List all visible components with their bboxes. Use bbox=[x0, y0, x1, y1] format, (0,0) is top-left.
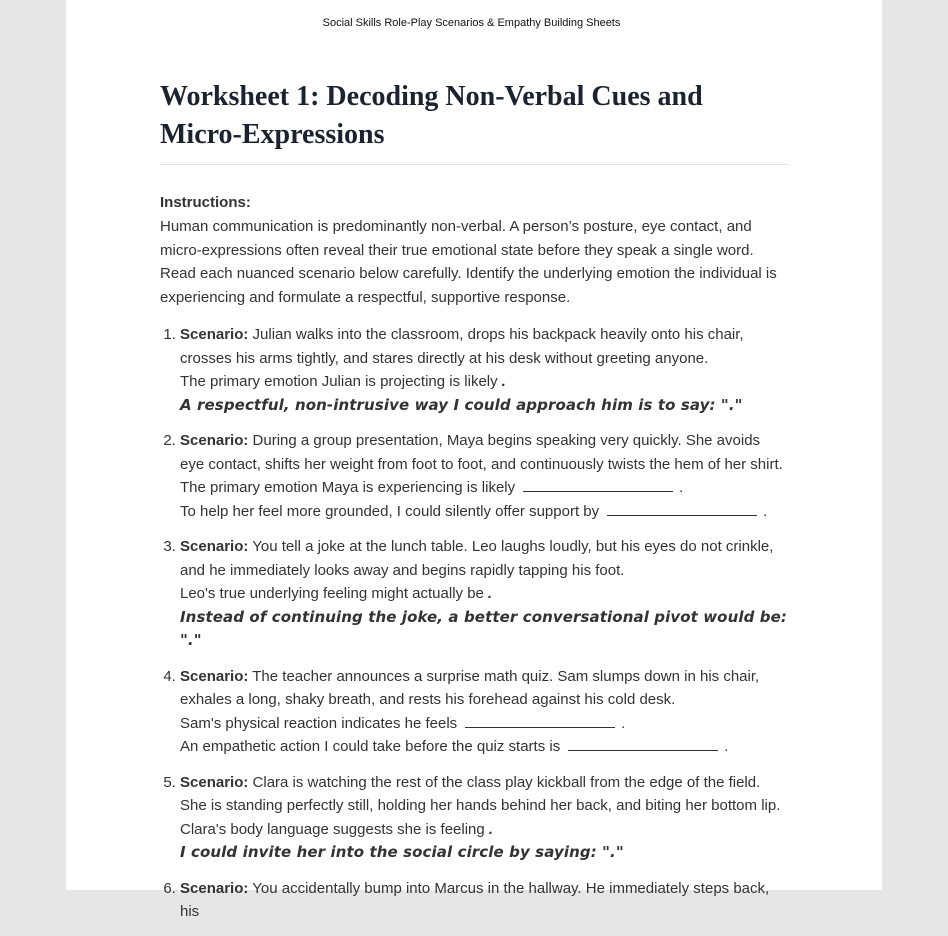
response-prompt: Instead of continuing the joke, a better conversational pivot would be: " bbox=[180, 607, 787, 649]
scenario-label: Scenario: bbox=[180, 538, 249, 555]
emotion-end: . bbox=[679, 479, 684, 496]
support-prompt: To help her feel more grounded, I could silently offer support by bbox=[180, 502, 600, 520]
scenario-item bbox=[180, 323, 788, 417]
scenario-item bbox=[180, 429, 788, 523]
scenario-item bbox=[180, 771, 788, 865]
response-tail: ." bbox=[610, 843, 624, 861]
emotion-end: . bbox=[488, 820, 493, 838]
instructions-label: Instructions: bbox=[160, 194, 251, 211]
running-header: Social Skills Role-Play Scenarios & Empathy Building Sheets bbox=[322, 17, 621, 29]
emotion-prompt: Clara's body language suggests she is feeling bbox=[180, 820, 485, 838]
emotion-end: . bbox=[501, 373, 506, 390]
answer-blank[interactable] bbox=[607, 501, 757, 516]
scenario-list bbox=[160, 323, 788, 924]
scenario-text: During a group presentation, Maya begins speaking very quickly. She avoids eye contact, shifts her weight from foot to foot, and continuously twists the hem of her shirt. bbox=[180, 432, 783, 473]
response-prompt: I could invite her into the social circle by saying: " bbox=[180, 843, 611, 861]
scenario-text: Julian walks into the classroom, drops his backpack heavily onto his chair, crosses his arms tightly, and stares directly at his desk without greeting anyone. bbox=[180, 326, 744, 367]
scenario-label: Scenario: bbox=[180, 879, 249, 897]
support-prompt: An empathetic action I could take before the quiz starts is bbox=[180, 738, 561, 755]
emotion-prompt: The primary emotion Julian is projecting is likely bbox=[180, 373, 498, 390]
scenario-item bbox=[180, 877, 788, 924]
worksheet-page bbox=[66, 0, 882, 920]
answer-blank[interactable] bbox=[465, 713, 615, 728]
scenario-label: Scenario: bbox=[180, 773, 249, 791]
scenario-label: Scenario: bbox=[180, 432, 249, 449]
emotion-end: . bbox=[621, 714, 626, 732]
scenario-item bbox=[180, 665, 788, 759]
response-prompt: A respectful, non-intrusive way I could approach him is to say: " bbox=[180, 395, 729, 414]
scenario-text: You tell a joke at the lunch table. Leo laughs loudly, but his eyes do not crinkle, and he immediately looks away and begins rapidly tapping his foot. bbox=[180, 538, 774, 579]
scenario-label: Scenario: bbox=[180, 667, 249, 685]
worksheet-title: Worksheet 1: Decoding Non-Verbal Cues and Micro-Expressions bbox=[160, 78, 788, 165]
scenario-item bbox=[180, 535, 788, 653]
support-end: . bbox=[763, 502, 768, 520]
response-tail: ." bbox=[728, 395, 743, 414]
answer-blank[interactable] bbox=[523, 477, 673, 492]
scenario-text: You accidentally bump into Marcus in the hallway. He immediately steps back, his bbox=[180, 879, 770, 920]
instructions-text: Human communication is predominantly non-verbal. A person’s posture, eye contact, and micro-expressions often reveal their true emotional state before they speak a single word. Read each nuanced scenario below carefully. Identify the underlying emotion the individual is experiencing and formulate a respectful, supportive response. bbox=[160, 218, 777, 306]
emotion-end: . bbox=[487, 585, 493, 602]
emotion-prompt: Leo's true underlying feeling might actually be bbox=[180, 585, 484, 602]
scenario-text: The teacher announces a surprise math quiz. Sam slumps down in his chair, exhales a long, shaky breath, and rests his forehead against his cold desk. bbox=[180, 667, 760, 708]
emotion-prompt: Sam's physical reaction indicates he feels bbox=[180, 714, 458, 732]
scenario-label: Scenario: bbox=[180, 326, 249, 343]
worksheet-content bbox=[160, 78, 788, 936]
scenario-text: Clara is watching the rest of the class play kickball from the edge of the field. She is standing perfectly still, holding her hands behind her back, and biting her bottom lip. bbox=[180, 773, 781, 814]
emotion-prompt: The primary emotion Maya is experiencing is likely bbox=[180, 479, 516, 496]
support-end: . bbox=[724, 738, 729, 755]
answer-blank[interactable] bbox=[568, 736, 718, 751]
response-tail: ." bbox=[187, 631, 202, 649]
